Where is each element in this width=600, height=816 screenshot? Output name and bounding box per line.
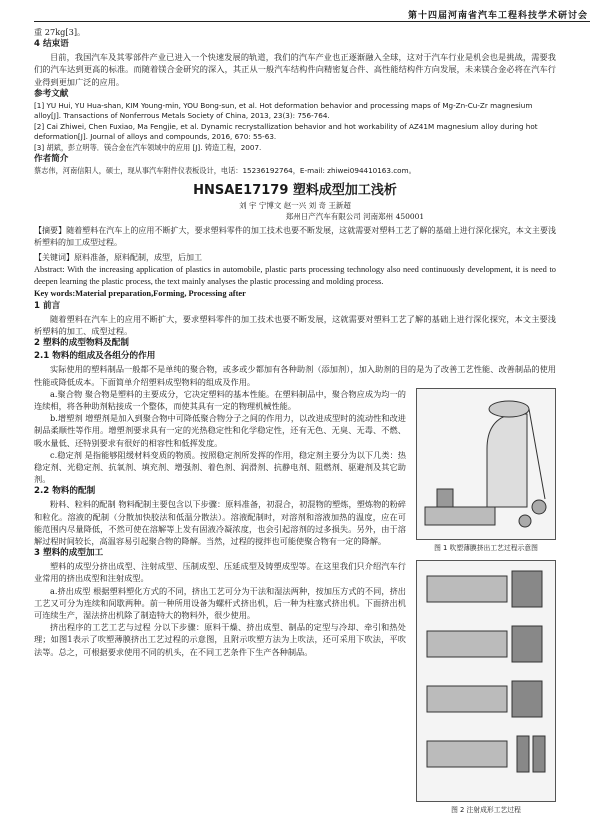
section-1-heading: 1 前言 xyxy=(34,301,61,312)
section-2-1-heading: 2.1 物料的组成及各组分的作用 xyxy=(34,351,156,362)
keywords-cn: 【关键词】原料准备，原料配制，成型，后加工 xyxy=(34,253,202,263)
abstract-en: Abstract: With the increasing application of plastics in automobile, plastic parts processing technology also need continuously development, it is need to deepen learning the plastic process, the text mainly analyses the plastic processing and molding process. xyxy=(34,265,556,287)
conclusion-heading: 4 结束语 xyxy=(34,39,69,50)
journal-header: 第十四届河南省汽车工程科技学术研讨会 xyxy=(407,11,588,21)
reference-item: [3] 胡斌，彭立明等．镁合金在汽车领域中的应用 [J]. 铸造工程，2007. xyxy=(34,142,262,152)
section-3-heading: 3 塑料的成型加工 xyxy=(34,548,104,559)
references-heading: 参考文献 xyxy=(34,88,69,99)
section-3-b: 挤出程序的工艺工艺与过程 分以下步骤：原料干燥、挤出成型、制品的定型与冷却、牵引和热处理；如图1表示了吹塑薄膜挤出工艺过程的示意图，且附示吹塑方法为上吹法，还可采用下吹法，平吹法等。总之，可根据要求使用不同的机头，在不同工艺条件下生产各种制品。 xyxy=(34,622,406,657)
section-3-a: a.挤出成型 根据塑料塑化方式的不同，挤出工艺可分为干法和湿法两种，按加压方式的不同，挤出工艺又可分为连续和间歇两种。前一种所用设备为螺杆式挤出机，后一种为柱塞式挤出机。下面挤出机可连续生产，湿法挤出机除了制造特大的物料外，很少使用。 xyxy=(34,585,406,621)
article-affiliation: 郑州日产汽车有限公司 河南郑州 450001 xyxy=(285,211,425,221)
section-2-2-text: 粉料、粒料的配制 物料配制主要包含以下步骤：原料准备，初混合，初混物的塑炼，塑炼物的粉碎和粒化。溶液的配制（分散加快胶法和低温分散法）。溶液配制时，对溶剂和溶液加热的温度，应在可能范围内尽量降低，不然可使在溶解等上发有固液冷凝浓度，也会引起溶剂的过多损失。另外，由于溶解过程时间较长，高温容易引起聚合物的降解。当然，过程的搅拌也可能使聚合物有一定的降解。 xyxy=(34,499,406,547)
figure-1-drawing xyxy=(417,389,555,539)
keywords-en: Key words:Material preparation,Forming, Processing after xyxy=(34,289,246,299)
section-2-1-b: b.增塑剂 增塑剂是加入到聚合物中可降低聚合物分子之间的作用力，以改进成型时的流动性和改进制品柔顺性等作用。增塑剂要求具有一定的光热稳定性和化学稳定性，还有无色、无臭、无毒、不燃、吸水量低、还特别要求有很好的相容性和低挥发度。 xyxy=(34,413,406,448)
article-authors: 刘 宇 宁博文 赵一兴 刘 奇 王新超 xyxy=(239,201,351,211)
figure-2-caption: 图 2 注射成形工艺过程 xyxy=(451,806,521,815)
section-2-1-text: 实际使用的塑料制品一般都不是单纯的聚合物，或多或少都加有各种助剂（添加剂），加入助剂的目的是为了改善工艺性能、改善制品的使用性能或降低成本。下面简单介绍塑料成型物料的组成及作用。 xyxy=(34,364,556,387)
author-info-heading: 作者简介 xyxy=(34,154,69,165)
section-1-text: 随着塑料在汽车上的应用不断扩大，要求塑料零件的加工技术也要不断发展，这就需要对塑料工艺了解的基础上进行深化探究，本文主要浅析塑料的加工、成型过程。 xyxy=(34,314,556,337)
figure-column xyxy=(416,388,556,816)
conclusion-text: 目前，我国汽车及其零部件产业已进入一个快速发展的轨道，我们的汽车产业也正逐渐融入全球，这对于汽车行业是机会也是挑战，需要我们的汽车达到更高的标准。而随着镁合金研究的深入，其正从一般汽车结构件向精密复合件、高性能结构件方向发展，未来镁合金必将在汽车行业得到更加广泛的应用。 xyxy=(34,52,556,87)
section-2-1-a: a.聚合物 聚合物是塑料的主要成分，它决定塑料的基本性能。在塑料制品中，聚合物应成为均一的连续相，将各种助剂粘接成一个整体，而使其具有一定的物理机械性能。 xyxy=(34,388,406,412)
author-info: 蔡志伟，河南信阳人，硕士，现从事汽车附件仪表板设计，电话：15236192764，E-mail: zhiwei094410163.com。 xyxy=(34,166,416,176)
section-2-2-heading: 2.2 物料的配制 xyxy=(34,486,96,497)
section-2-heading: 2 塑料的成型物料及配制 xyxy=(34,338,129,349)
section-2-1-c: c.稳定剂 是指能够阻缓材料变质的物质。按照稳定剂所发挥的作用，稳定剂主要分为以下几类：热稳定剂、光稳定剂、抗氧剂、填充剂、增强剂、着色剂、润滑剂、抗静电剂、阻燃剂、驱避剂及其它助剂。 xyxy=(34,449,406,485)
left-column xyxy=(34,388,406,816)
figure-1-caption: 图 1 吹塑薄膜挤出工艺过程示意图 xyxy=(434,543,538,552)
figure-2-drawing xyxy=(417,561,555,801)
header-rule xyxy=(34,21,590,22)
reference-item: [2] Cai Zhiwei, Chen Fuxiao, Ma Fengjie, et al. Dynamic recrystallization behavior and hot workability of AZ41M magnesium alloy during hot deformation[J]. Journal of alloys and compounds, 2016, 670: 55-63. xyxy=(34,121,538,142)
body-with-figures xyxy=(34,388,556,816)
abstract-cn: 【摘要】随着塑料在汽车上的应用不断扩大，要求塑料零件的加工技术也要不断发展，这就需要对塑料工艺了解的基础上进行深化探究，本文主要浅析塑料的加工成型过程。 xyxy=(34,226,556,248)
reference-item: [1] YU Hui, YU Hua-shan, KIM Young-min, YOU Bong-sun, et al. Hot deformation behavior and processing maps of Mg-Zn-Cu-Zr magnesium alloy[J]. Transactions of Nonferrous Metals Society of China, 2013, 23(3): 756-764. xyxy=(34,100,533,121)
section-3-text: 塑料的成型分挤出成型、注射成型、压制成型、压延成型及铸塑成型等。在这里我们只介绍汽车行业常用的挤出成型和注射成型。 xyxy=(34,561,406,584)
figure-2-injection-diagram xyxy=(416,560,556,802)
article-title: HNSAE17179 塑料成型加工浅析 xyxy=(193,182,397,198)
page-body xyxy=(34,26,556,816)
figure-1-blown-film-diagram xyxy=(416,388,556,540)
prev-article-tail: 重 27kg[3]。 xyxy=(34,27,86,37)
